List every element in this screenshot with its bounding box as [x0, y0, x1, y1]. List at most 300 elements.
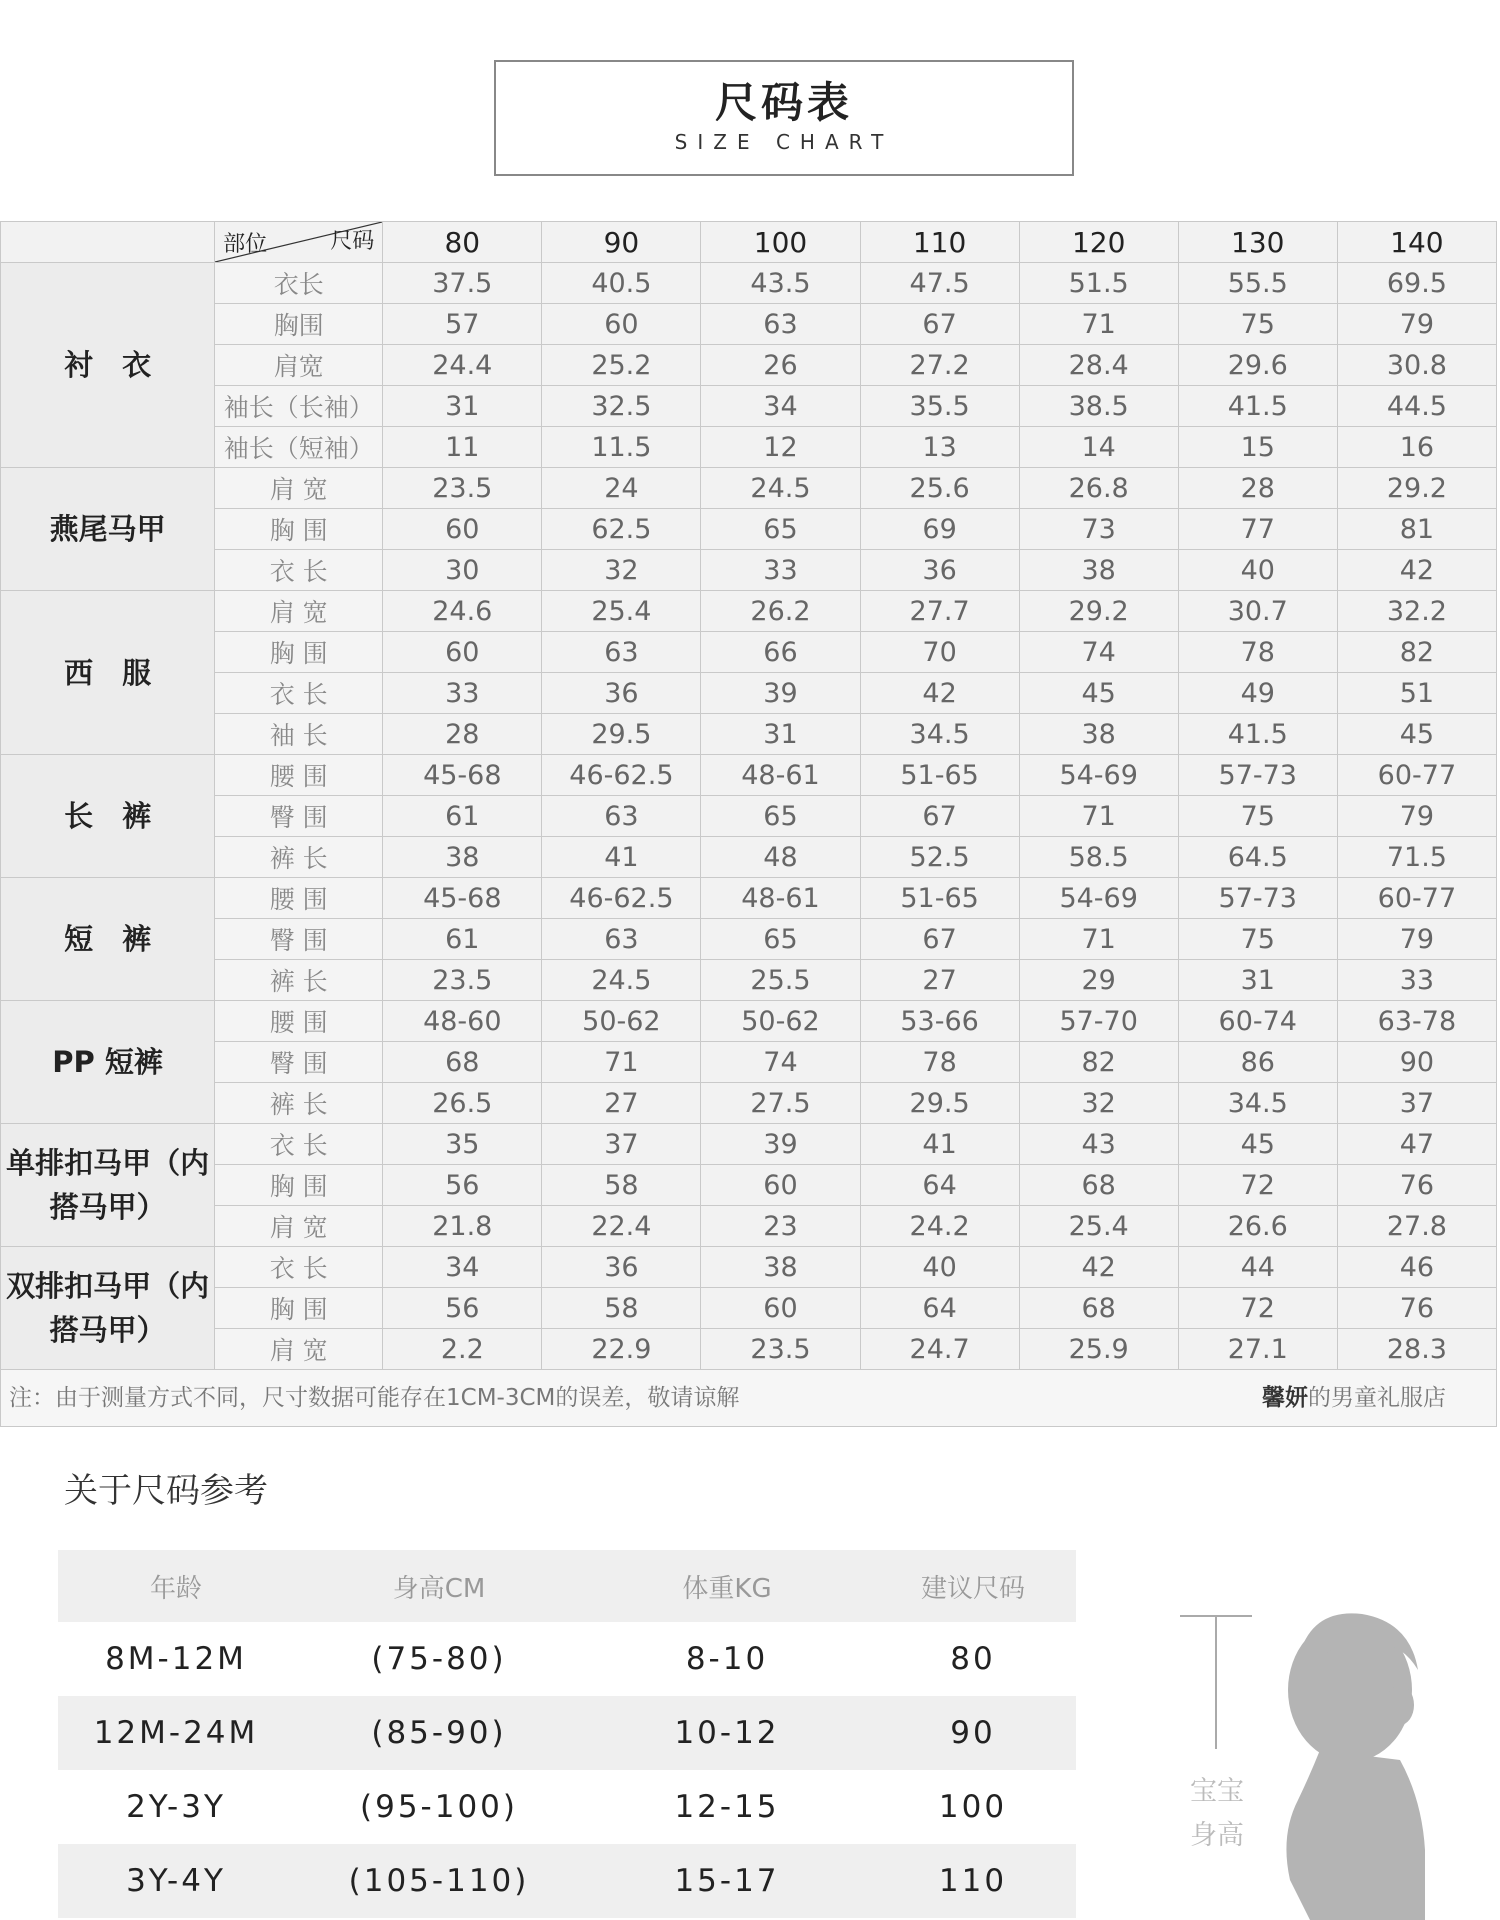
value-cell: 82: [1337, 632, 1496, 673]
value-cell: 60: [383, 632, 542, 673]
part-cell: 裤 长: [215, 837, 383, 878]
shop-brand: 馨妍: [1262, 1385, 1308, 1411]
value-cell: 79: [1337, 919, 1496, 960]
value-cell: 43.5: [701, 263, 860, 304]
value-cell: 36: [542, 1247, 701, 1288]
value-cell: 14: [1019, 427, 1178, 468]
value-cell: 60: [542, 304, 701, 345]
corner-size-label: 尺码: [330, 229, 375, 254]
value-cell: 41: [860, 1124, 1019, 1165]
value-cell: 79: [1337, 796, 1496, 837]
value-cell: 48-61: [701, 755, 860, 796]
value-cell: 63: [701, 304, 860, 345]
value-cell: 29.5: [542, 714, 701, 755]
value-cell: 60-77: [1337, 878, 1496, 919]
size-header-100: 100: [701, 222, 860, 263]
size-reference-table: [58, 1550, 1076, 1918]
table-row: [1, 345, 1497, 386]
reference-cell: (105-110): [294, 1844, 584, 1918]
value-cell: 29.6: [1178, 345, 1337, 386]
value-cell: 55.5: [1178, 263, 1337, 304]
value-cell: 42: [860, 673, 1019, 714]
value-cell: 56: [383, 1165, 542, 1206]
value-cell: 60-74: [1178, 1001, 1337, 1042]
part-cell: 裤 长: [215, 1083, 383, 1124]
table-row: [1, 1124, 1497, 1165]
table-row: [1, 1042, 1497, 1083]
value-cell: 72: [1178, 1288, 1337, 1329]
value-cell: 50-62: [701, 1001, 860, 1042]
value-cell: 32.5: [542, 386, 701, 427]
value-cell: 44: [1178, 1247, 1337, 1288]
value-cell: 29.2: [1019, 591, 1178, 632]
value-cell: 26: [701, 345, 860, 386]
value-cell: 39: [701, 673, 860, 714]
value-cell: 45: [1019, 673, 1178, 714]
value-cell: 37: [542, 1124, 701, 1165]
part-cell: 臀 围: [215, 1042, 383, 1083]
reference-cell: (75-80): [371, 1641, 507, 1677]
value-cell: 45-68: [383, 755, 542, 796]
value-cell: 30.8: [1337, 345, 1496, 386]
value-cell: 31: [1178, 960, 1337, 1001]
value-cell: 23: [701, 1206, 860, 1247]
value-cell: 29: [1019, 960, 1178, 1001]
value-cell: 64: [860, 1165, 1019, 1206]
value-cell: 63: [542, 796, 701, 837]
value-cell: 45-68: [383, 878, 542, 919]
reference-heading: 关于尺码参考: [64, 1471, 268, 1511]
size-header-80: 80: [383, 222, 542, 263]
part-cell: 胸 围: [215, 509, 383, 550]
table-row: [1, 263, 1497, 304]
value-cell: 12: [701, 427, 860, 468]
value-cell: 31: [383, 386, 542, 427]
reference-cell: (85-90): [294, 1696, 584, 1770]
value-cell: 25.6: [860, 468, 1019, 509]
part-cell: 腰 围: [215, 755, 383, 796]
shop-name-rest: 的男童礼服店: [1308, 1385, 1446, 1411]
value-cell: 54-69: [1019, 878, 1178, 919]
part-cell: 肩 宽: [215, 1329, 383, 1370]
value-cell: 65: [701, 509, 860, 550]
value-cell: 41.5: [1178, 386, 1337, 427]
reference-cell: 110: [870, 1844, 1076, 1918]
value-cell: 76: [1337, 1165, 1496, 1206]
value-cell: 75: [1178, 304, 1337, 345]
value-cell: 68: [1019, 1288, 1178, 1329]
value-cell: 57: [383, 304, 542, 345]
value-cell: 35.5: [860, 386, 1019, 427]
reference-cell: 2Y-3Y: [126, 1789, 226, 1825]
table-row: [1, 714, 1497, 755]
table-row: [1, 632, 1497, 673]
reference-header-cell: 年龄: [58, 1550, 294, 1622]
value-cell: 33: [383, 673, 542, 714]
value-cell: 28: [383, 714, 542, 755]
value-cell: 30.7: [1178, 591, 1337, 632]
part-cell: 袖长（短袖）: [215, 427, 383, 468]
value-cell: 71.5: [1337, 837, 1496, 878]
value-cell: 64: [860, 1288, 1019, 1329]
value-cell: 25.9: [1019, 1329, 1178, 1370]
value-cell: 63: [542, 632, 701, 673]
value-cell: 69.5: [1337, 263, 1496, 304]
value-cell: 39: [701, 1124, 860, 1165]
table-row: [1, 878, 1497, 919]
value-cell: 26.5: [383, 1083, 542, 1124]
value-cell: 40.5: [542, 263, 701, 304]
value-cell: 38.5: [1019, 386, 1178, 427]
value-cell: 51-65: [860, 755, 1019, 796]
value-cell: 36: [542, 673, 701, 714]
size-header-120: 120: [1019, 222, 1178, 263]
value-cell: 57-70: [1019, 1001, 1178, 1042]
reference-header-cell: 建议尺码: [870, 1550, 1076, 1622]
value-cell: 40: [1178, 550, 1337, 591]
value-cell: 63: [542, 919, 701, 960]
value-cell: 64.5: [1178, 837, 1337, 878]
value-cell: 74: [701, 1042, 860, 1083]
value-cell: 27.5: [701, 1083, 860, 1124]
part-cell: 臀 围: [215, 796, 383, 837]
value-cell: 58: [542, 1288, 701, 1329]
value-cell: 37.5: [383, 263, 542, 304]
child-silhouette-icon: [1250, 1600, 1430, 1920]
part-cell: 衣 长: [215, 673, 383, 714]
size-header-row: [1, 222, 1497, 263]
part-cell: 肩 宽: [215, 591, 383, 632]
value-cell: 42: [1337, 550, 1496, 591]
value-cell: 57-73: [1178, 878, 1337, 919]
value-cell: 26.8: [1019, 468, 1178, 509]
value-cell: 71: [542, 1042, 701, 1083]
value-cell: 40: [860, 1247, 1019, 1288]
table-row: [1, 1165, 1497, 1206]
value-cell: 67: [860, 919, 1019, 960]
value-cell: 44.5: [1337, 386, 1496, 427]
page-subtitle: SIZE CHART: [674, 130, 894, 154]
reference-cell: 10-12: [584, 1696, 870, 1770]
part-cell: 衣 长: [215, 550, 383, 591]
value-cell: 22.9: [542, 1329, 701, 1370]
value-cell: 71: [1019, 796, 1178, 837]
note-wrap: [1, 1370, 1496, 1426]
value-cell: 21.8: [383, 1206, 542, 1247]
size-chart-table: [0, 221, 1497, 1427]
value-cell: 50-62: [542, 1001, 701, 1042]
value-cell: 67: [860, 304, 1019, 345]
shop-name: [1262, 1370, 1446, 1426]
part-cell: 袖 长: [215, 714, 383, 755]
reference-header-cell: 体重KG: [584, 1550, 870, 1622]
height-label: [1182, 1770, 1252, 1858]
value-cell: 27.1: [1178, 1329, 1337, 1370]
corner-part-label: 部位: [223, 232, 268, 257]
value-cell: 27: [860, 960, 1019, 1001]
table-row: [1, 1247, 1497, 1288]
part-cell: 裤 长: [215, 960, 383, 1001]
value-cell: 74: [1019, 632, 1178, 673]
part-cell: 腰 围: [215, 1001, 383, 1042]
value-cell: 60: [701, 1165, 860, 1206]
value-cell: 29.5: [860, 1083, 1019, 1124]
value-cell: 77: [1178, 509, 1337, 550]
value-cell: 70: [860, 632, 1019, 673]
part-cell: 衣 长: [215, 1247, 383, 1288]
reference-row: [58, 1770, 1076, 1844]
size-header-110: 110: [860, 222, 1019, 263]
value-cell: 73: [1019, 509, 1178, 550]
table-row: [1, 960, 1497, 1001]
note-row: [1, 1370, 1497, 1427]
value-cell: 15: [1178, 427, 1337, 468]
category-cell: 短 裤: [1, 878, 215, 1001]
part-cell: 胸 围: [215, 1165, 383, 1206]
value-cell: 49: [1178, 673, 1337, 714]
value-cell: 25.2: [542, 345, 701, 386]
value-cell: 61: [383, 796, 542, 837]
value-cell: 23.5: [701, 1329, 860, 1370]
reference-cell: 12M-24M: [58, 1696, 294, 1770]
value-cell: 41.5: [1178, 714, 1337, 755]
part-cell: 胸 围: [215, 1288, 383, 1329]
value-cell: 32: [542, 550, 701, 591]
value-cell: 26.6: [1178, 1206, 1337, 1247]
reference-cell: (95-100): [360, 1789, 518, 1825]
reference-cell: 90: [870, 1696, 1076, 1770]
table-row: [1, 1288, 1497, 1329]
reference-cell: 100: [938, 1789, 1008, 1825]
category-cell: 西 服: [1, 591, 215, 755]
page-title: 尺码表: [714, 78, 853, 127]
value-cell: 30: [383, 550, 542, 591]
part-cell: 胸 围: [215, 632, 383, 673]
value-cell: 76: [1337, 1288, 1496, 1329]
value-cell: 35: [383, 1124, 542, 1165]
table-row: [1, 386, 1497, 427]
value-cell: 47.5: [860, 263, 1019, 304]
size-header-90: 90: [542, 222, 701, 263]
value-cell: 29.2: [1337, 468, 1496, 509]
value-cell: 67: [860, 796, 1019, 837]
value-cell: 32: [1019, 1083, 1178, 1124]
category-cell: PP 短裤: [1, 1001, 215, 1124]
value-cell: 24.5: [701, 468, 860, 509]
height-measure-line: [1215, 1617, 1217, 1749]
reference-cell: 80: [950, 1641, 996, 1677]
value-cell: 27.2: [860, 345, 1019, 386]
value-cell: 78: [860, 1042, 1019, 1083]
value-cell: 58.5: [1019, 837, 1178, 878]
table-row: [1, 837, 1497, 878]
value-cell: 48: [701, 837, 860, 878]
part-cell: 肩 宽: [215, 1206, 383, 1247]
value-cell: 71: [1019, 304, 1178, 345]
value-cell: 56: [383, 1288, 542, 1329]
value-cell: 27.8: [1337, 1206, 1496, 1247]
value-cell: 23.5: [383, 960, 542, 1001]
value-cell: 86: [1178, 1042, 1337, 1083]
value-cell: 43: [1019, 1124, 1178, 1165]
value-cell: 65: [701, 919, 860, 960]
value-cell: 68: [1019, 1165, 1178, 1206]
value-cell: 24: [542, 468, 701, 509]
value-cell: 51-65: [860, 878, 1019, 919]
value-cell: 60: [383, 509, 542, 550]
category-cell: 长 裤: [1, 755, 215, 878]
reference-row: [58, 1844, 1076, 1918]
value-cell: 38: [1019, 714, 1178, 755]
table-row: [1, 427, 1497, 468]
reference-cell: 12-15: [674, 1789, 780, 1825]
table-row: [1, 509, 1497, 550]
table-row: [1, 1001, 1497, 1042]
table-row: [1, 550, 1497, 591]
table-row: [1, 919, 1497, 960]
value-cell: 28: [1178, 468, 1337, 509]
value-cell: 61: [383, 919, 542, 960]
value-cell: 75: [1178, 919, 1337, 960]
height-label-line1: 宝宝: [1190, 1776, 1244, 1807]
value-cell: 57-73: [1178, 755, 1337, 796]
corner-cell: [215, 222, 383, 263]
value-cell: 24.4: [383, 345, 542, 386]
value-cell: 65: [701, 796, 860, 837]
reference-row: [58, 1696, 1076, 1770]
value-cell: 27: [542, 1083, 701, 1124]
value-cell: 47: [1337, 1124, 1496, 1165]
reference-cell: 15-17: [584, 1844, 870, 1918]
value-cell: 81: [1337, 509, 1496, 550]
value-cell: 11: [383, 427, 542, 468]
value-cell: 27.7: [860, 591, 1019, 632]
part-cell: 袖长（长袖）: [215, 386, 383, 427]
category-cell: 双排扣马甲（内搭马甲）: [1, 1247, 215, 1370]
part-cell: 臀 围: [215, 919, 383, 960]
part-cell: 衣长: [215, 263, 383, 304]
value-cell: 52.5: [860, 837, 1019, 878]
header-blank-cell: [1, 222, 215, 263]
value-cell: 32.2: [1337, 591, 1496, 632]
value-cell: 38: [383, 837, 542, 878]
value-cell: 25.5: [701, 960, 860, 1001]
reference-row: [58, 1622, 1076, 1696]
value-cell: 90: [1337, 1042, 1496, 1083]
value-cell: 68: [383, 1042, 542, 1083]
table-row: [1, 755, 1497, 796]
value-cell: 26.2: [701, 591, 860, 632]
value-cell: 42: [1019, 1247, 1178, 1288]
value-cell: 33: [701, 550, 860, 591]
value-cell: 41: [542, 837, 701, 878]
value-cell: 46: [1337, 1247, 1496, 1288]
table-row: [1, 1206, 1497, 1247]
size-header-130: 130: [1178, 222, 1337, 263]
height-label-line2: 身高: [1190, 1820, 1244, 1851]
value-cell: 53-66: [860, 1001, 1019, 1042]
value-cell: 2.2: [383, 1329, 542, 1370]
reference-cell: 3Y-4Y: [58, 1844, 294, 1918]
value-cell: 60: [701, 1288, 860, 1329]
table-row: [1, 591, 1497, 632]
part-cell: 胸围: [215, 304, 383, 345]
value-cell: 24.2: [860, 1206, 1019, 1247]
value-cell: 46-62.5: [542, 878, 701, 919]
value-cell: 54-69: [1019, 755, 1178, 796]
value-cell: 82: [1019, 1042, 1178, 1083]
value-cell: 25.4: [1019, 1206, 1178, 1247]
part-cell: 腰 围: [215, 878, 383, 919]
value-cell: 51: [1337, 673, 1496, 714]
size-header-140: 140: [1337, 222, 1496, 263]
note-cell: [1, 1370, 1497, 1427]
value-cell: 63-78: [1337, 1001, 1496, 1042]
table-row: [1, 1083, 1497, 1124]
value-cell: 72: [1178, 1165, 1337, 1206]
value-cell: 31: [701, 714, 860, 755]
value-cell: 79: [1337, 304, 1496, 345]
category-cell: 燕尾马甲: [1, 468, 215, 591]
category-cell: 单排扣马甲（内搭马甲）: [1, 1124, 215, 1247]
table-row: [1, 468, 1497, 509]
reference-header-cell: 身高CM: [294, 1550, 584, 1622]
value-cell: 60-77: [1337, 755, 1496, 796]
value-cell: 24.7: [860, 1329, 1019, 1370]
value-cell: 75: [1178, 796, 1337, 837]
value-cell: 48-60: [383, 1001, 542, 1042]
part-cell: 肩 宽: [215, 468, 383, 509]
value-cell: 37: [1337, 1083, 1496, 1124]
value-cell: 34: [701, 386, 860, 427]
part-cell: 肩宽: [215, 345, 383, 386]
value-cell: 51.5: [1019, 263, 1178, 304]
value-cell: 28.3: [1337, 1329, 1496, 1370]
value-cell: 62.5: [542, 509, 701, 550]
value-cell: 69: [860, 509, 1019, 550]
value-cell: 28.4: [1019, 345, 1178, 386]
value-cell: 13: [860, 427, 1019, 468]
value-cell: 16: [1337, 427, 1496, 468]
value-cell: 22.4: [542, 1206, 701, 1247]
category-cell: 衬 衣: [1, 263, 215, 468]
value-cell: 48-61: [701, 878, 860, 919]
table-row: [1, 1329, 1497, 1370]
table-row: [1, 796, 1497, 837]
value-cell: 78: [1178, 632, 1337, 673]
value-cell: 24.5: [542, 960, 701, 1001]
value-cell: 45: [1337, 714, 1496, 755]
reference-cell: 8M-12M: [105, 1641, 247, 1677]
part-cell: 衣 长: [215, 1124, 383, 1165]
value-cell: 38: [701, 1247, 860, 1288]
reference-header-row: [58, 1550, 1076, 1622]
table-row: [1, 673, 1497, 714]
value-cell: 38: [1019, 550, 1178, 591]
title-box: [494, 60, 1074, 176]
table-row: [1, 304, 1497, 345]
value-cell: 66: [701, 632, 860, 673]
reference-cell: 8-10: [685, 1641, 769, 1677]
value-cell: 25.4: [542, 591, 701, 632]
value-cell: 36: [860, 550, 1019, 591]
value-cell: 23.5: [383, 468, 542, 509]
value-cell: 24.6: [383, 591, 542, 632]
value-cell: 34.5: [1178, 1083, 1337, 1124]
measurement-note: 注：由于测量方式不同，尺寸数据可能存在1CM-3CM的误差，敬请谅解: [9, 1385, 740, 1411]
value-cell: 34.5: [860, 714, 1019, 755]
value-cell: 11.5: [542, 427, 701, 468]
